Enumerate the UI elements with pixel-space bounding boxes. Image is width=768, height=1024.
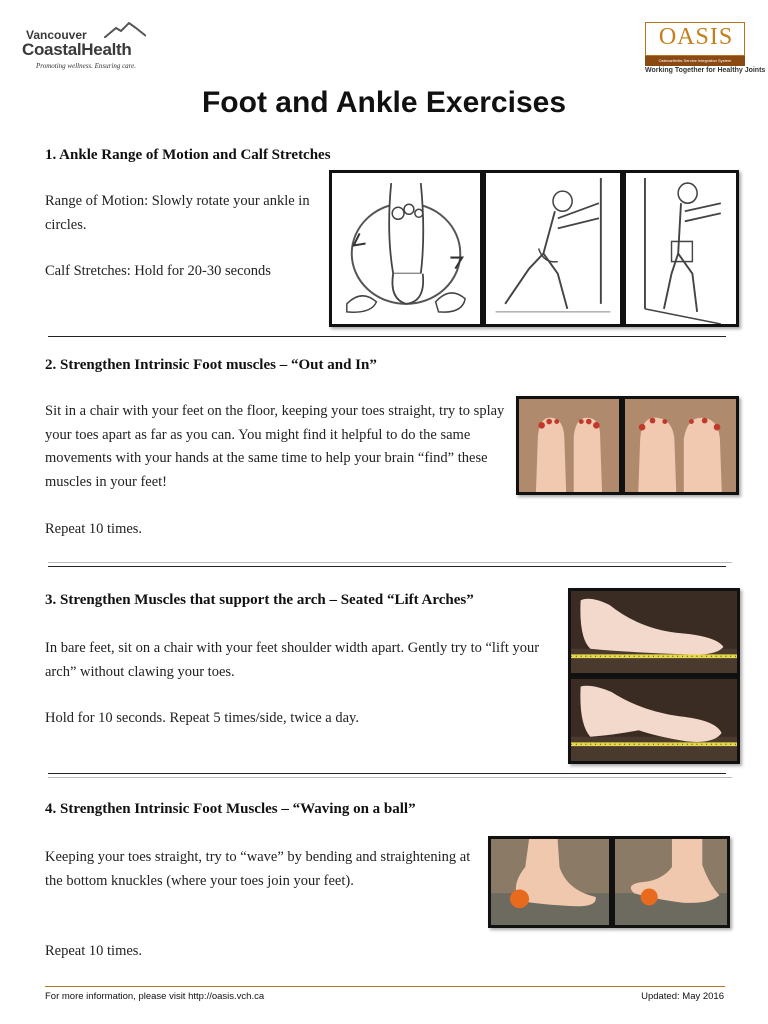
section-divider-3-faint — [48, 777, 732, 778]
section-4-paragraph-1: Keeping your toes straight, try to “wave” by bending and straightening at the bottom knuckles (where your toes join your feet). — [45, 849, 471, 889]
oasis-logo — [645, 22, 766, 78]
arch-lifted-photo — [568, 676, 740, 764]
section-1-heading: 1. Ankle Range of Motion and Calf Stretches — [45, 147, 331, 163]
footer-info-text: For more information, please visit http://oasis.vch.ca — [45, 991, 265, 1002]
oasis-logo-tagline: Working Together for Healthy Joints — [645, 67, 766, 74]
footer-divider — [45, 986, 725, 987]
section-3-paragraph-2: Hold for 10 seconds. Repeat 5 times/side, twice a day. — [45, 710, 359, 726]
calf-stretch-illustration-1 — [483, 170, 623, 327]
vch-logo-tagline: Promoting wellness. Ensuring care. — [36, 62, 137, 70]
page-title: Foot and Ankle Exercises — [201, 86, 566, 119]
section-divider-2-faint — [48, 562, 732, 563]
section-2-heading: 2. Strengthen Intrinsic Foot muscles – “Out and In” — [45, 357, 377, 373]
vch-logo-line2: CoastalHealth — [22, 40, 132, 59]
oasis-logo-box — [645, 22, 745, 56]
oasis-logo-subtitle: Osteoarthritis Service Integration System — [645, 56, 745, 66]
section-4-paragraph-2: Repeat 10 times. — [45, 943, 143, 959]
section-1-paragraph-2: Calf Stretches: Hold for 20-30 seconds — [45, 263, 271, 279]
section-4-heading: 4. Strengthen Intrinsic Foot Muscles – “Waving on a ball” — [45, 801, 416, 817]
section-divider-2 — [48, 566, 726, 567]
vancouver-coastal-health-logo — [22, 22, 172, 74]
section-2-paragraph-2: Repeat 10 times. — [45, 521, 143, 537]
mountain-icon — [104, 22, 146, 38]
oasis-logo-word: OASIS — [658, 24, 734, 50]
section-divider-1 — [48, 336, 726, 337]
section-divider-3 — [48, 773, 726, 774]
section-2-paragraph-1: Sit in a chair with your feet on the floor, keeping your toes straight, try to splay your toes apart as far as you can. You might find it helpful to do the same movements with your hands at the same time to help your brain “find” these muscles in your feet! — [45, 403, 505, 490]
ankle-rotation-illustration — [329, 170, 483, 327]
arch-relaxed-photo — [568, 588, 740, 676]
calf-stretch-illustration-2 — [623, 170, 739, 327]
ball-waving-photo-2 — [612, 836, 730, 928]
footer-updated-date: Updated: May 2016 — [641, 991, 724, 1002]
toes-together-photo — [516, 396, 622, 495]
section-3-paragraph-1: In bare feet, sit on a chair with your feet shoulder width apart. Gently try to “lift your arch” without clawing your toes. — [45, 640, 540, 680]
ball-waving-photo-1 — [488, 836, 612, 928]
vch-logo-line1: Vancouver — [26, 28, 87, 42]
toes-splayed-photo — [622, 396, 739, 495]
section-1-paragraph-1: Range of Motion: Slowly rotate your ankle in circles. — [45, 193, 310, 233]
section-3-heading: 3. Strengthen Muscles that support the arch – Seated “Lift Arches” — [45, 592, 474, 608]
